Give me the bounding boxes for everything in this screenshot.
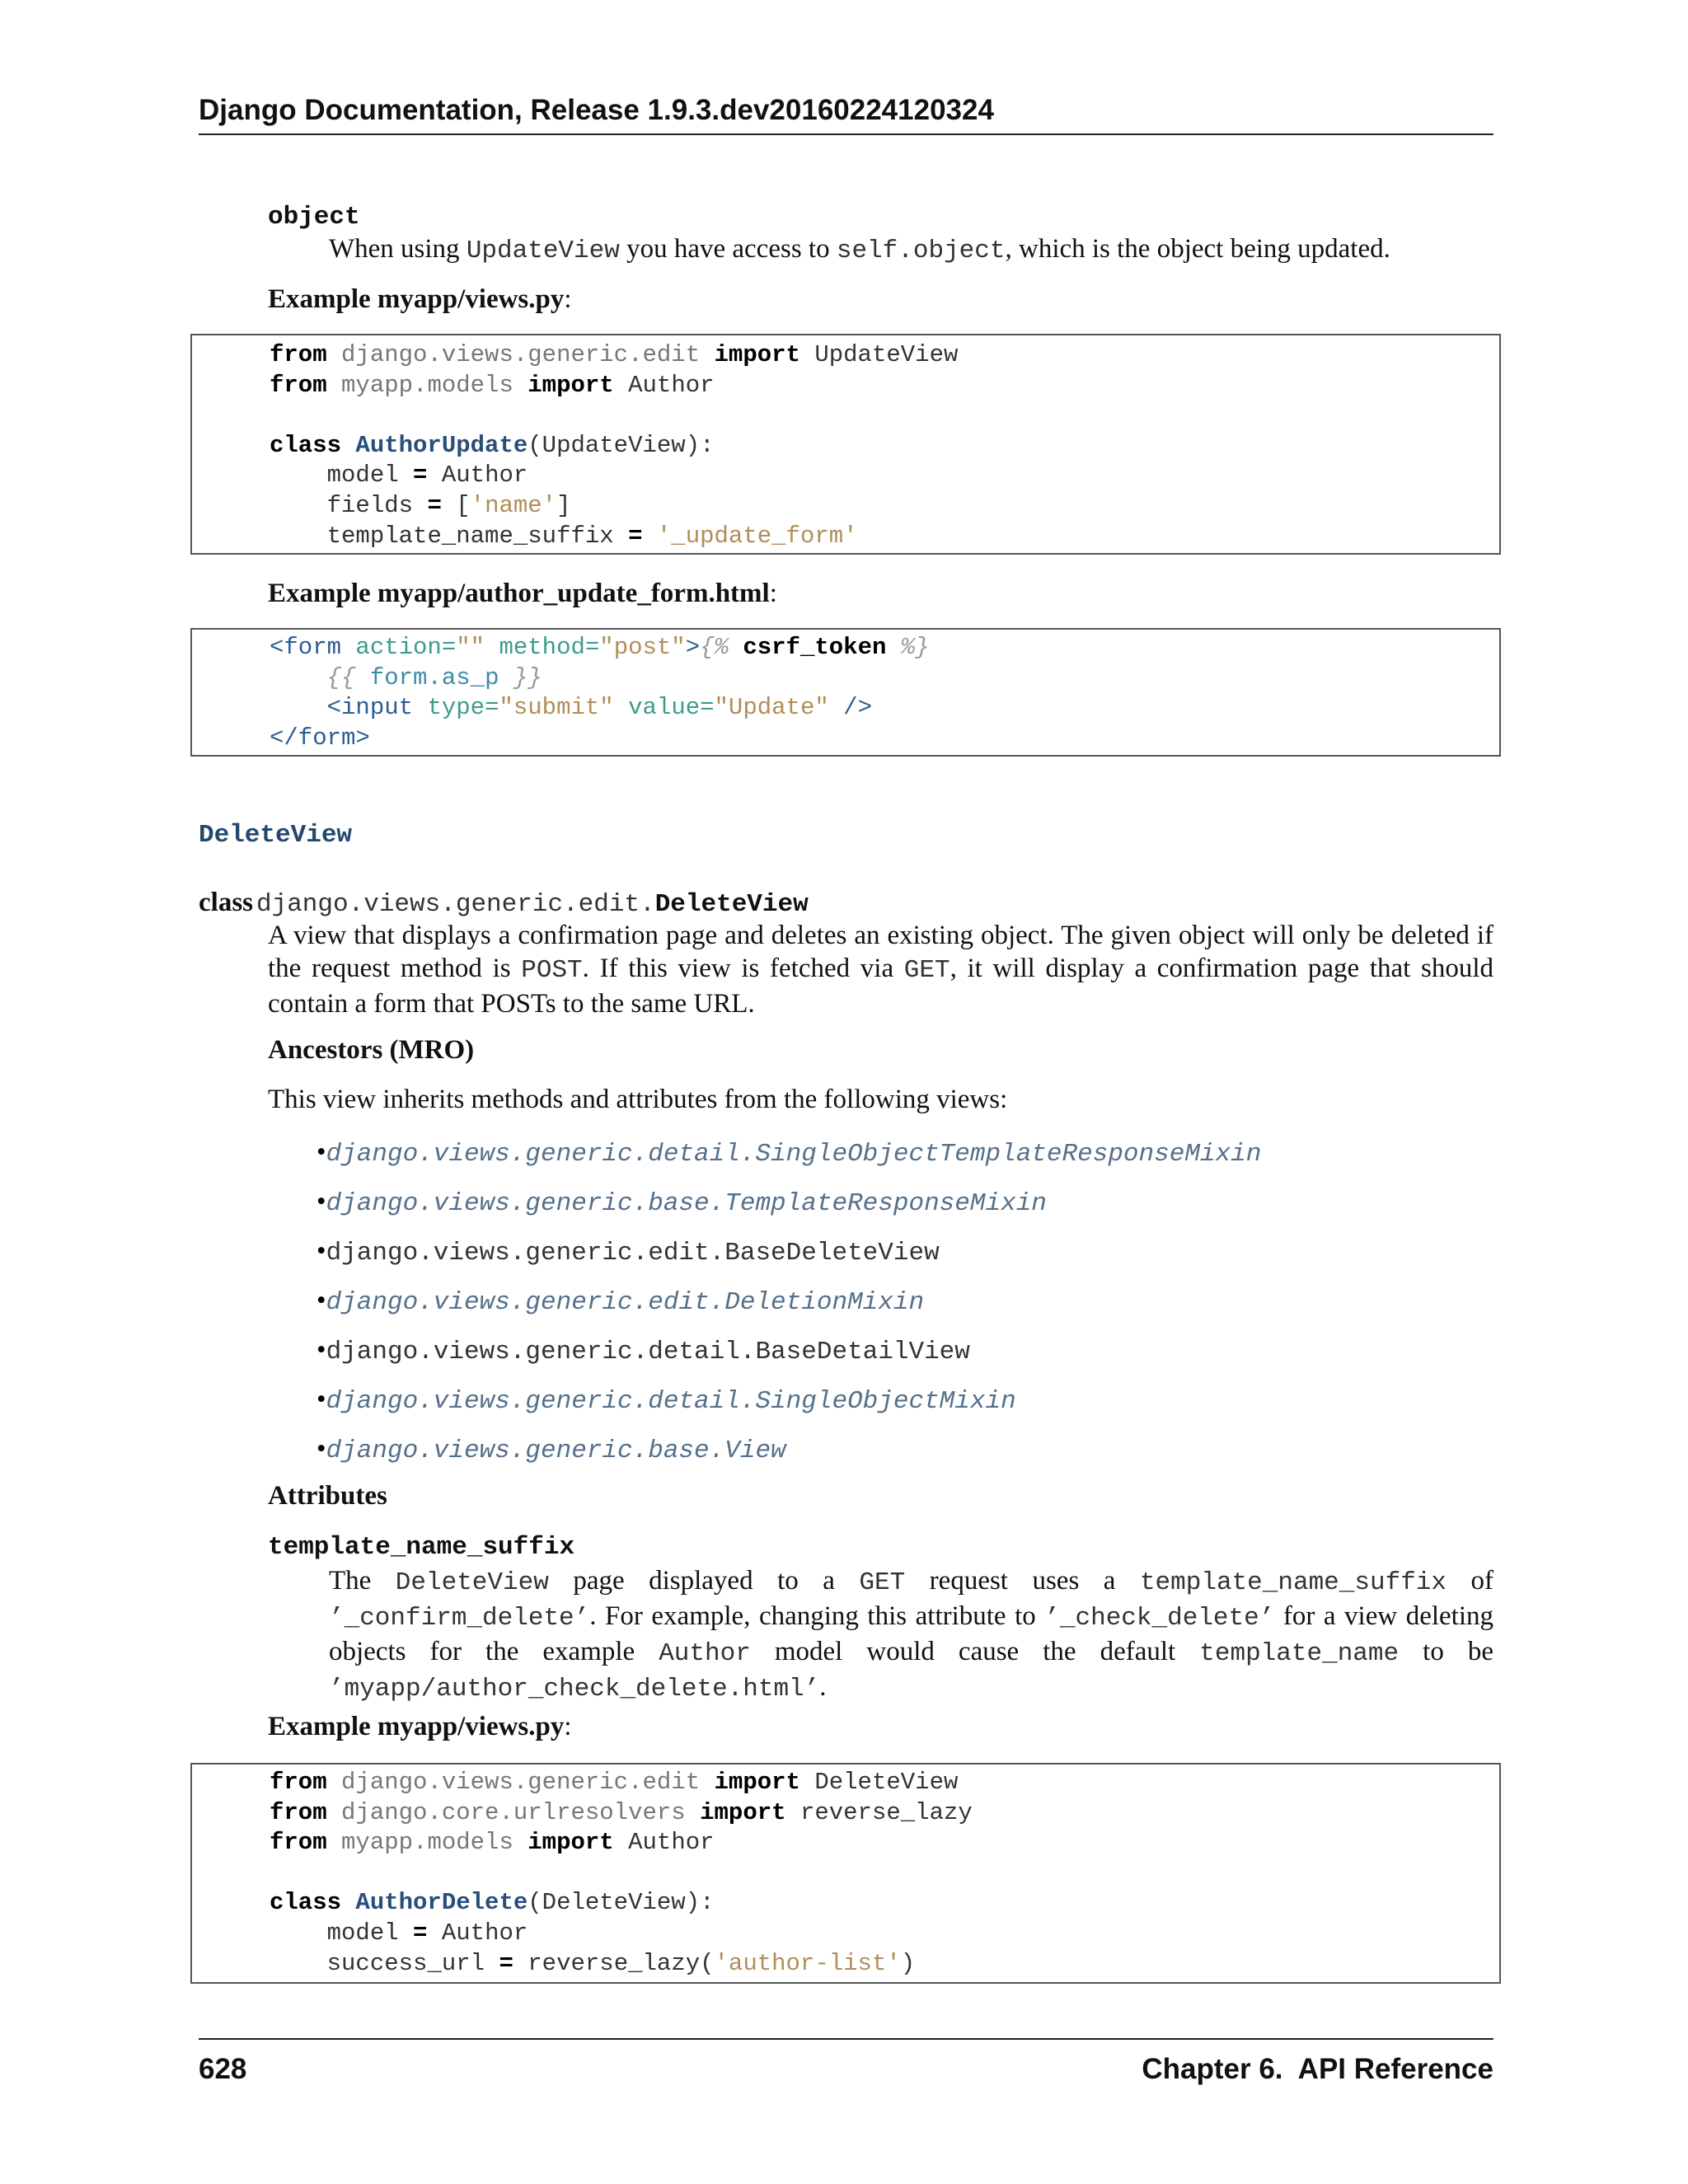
ancestor-item: [316, 1333, 1261, 1383]
desc-text: , it will display a confirmation page that should contain a form that POSTs to the same URL.: [268, 954, 1494, 1019]
bullet: •: [316, 1434, 326, 1464]
ancestor-link[interactable]: django.views.generic.detail.SingleObjectMixin: [326, 1387, 1016, 1416]
class-path: django.views.generic.edit.: [256, 890, 655, 919]
bullet: •: [316, 1335, 326, 1365]
example-label-colon: :: [564, 1712, 572, 1741]
code-listing: from django.views.generic.edit import UpdateView from myapp.models import Author class AuthorUpdate(UpdateView): model = Author fields = ['name'] template_name_suffix = '_update_form': [270, 341, 959, 550]
object-attr-name: object: [268, 203, 360, 232]
ancestor-link[interactable]: django.views.generic.base.View: [326, 1436, 786, 1465]
ancestors-list: [316, 1136, 1261, 1482]
desc-code: template_name_suffix: [1139, 1568, 1447, 1597]
deleteview-description: [268, 919, 1493, 1020]
code-block-update-view: [190, 334, 1501, 555]
desc-text: .: [819, 1672, 827, 1702]
ancestor-link[interactable]: django.views.generic.edit.DeletionMixin: [326, 1288, 925, 1317]
chapter-title: Chapter 6. API Reference: [1142, 2053, 1493, 2085]
example-label-colon: :: [769, 579, 777, 608]
code-block-delete-view: [190, 1763, 1501, 1984]
example-label-colon: :: [564, 284, 572, 314]
desc-code: DeleteView: [395, 1568, 549, 1597]
page-number: 628: [199, 2053, 247, 2085]
desc-code: GET: [859, 1568, 906, 1597]
header-title: Django Documentation, Release 1.9.3.dev20160224120324: [199, 94, 994, 126]
desc-text: of: [1447, 1566, 1493, 1596]
example-views-label-2: [268, 1712, 572, 1742]
desc-text: for a view deleting objects for the example: [329, 1601, 1493, 1666]
desc-code: GET: [903, 956, 950, 985]
example-label-text: Example myapp/author_update_form.html: [268, 579, 770, 608]
example-template-label: [268, 579, 777, 609]
object-desc-code: UpdateView: [466, 237, 620, 265]
example-label-text: Example myapp/views.py: [268, 1712, 565, 1741]
ancestor-link[interactable]: django.views.generic.detail.SingleObjectTemplateResponseMixin: [326, 1140, 1262, 1169]
ancestor-item[interactable]: [316, 1136, 1261, 1185]
section-heading-deleteview[interactable]: DeleteView: [199, 821, 353, 850]
class-signature: [199, 888, 809, 919]
ancestor-text: django.views.generic.edit.BaseDeleteView: [326, 1239, 940, 1268]
attr-description: [329, 1564, 1493, 1706]
code-listing: <form action="" method="post">{% csrf_token %} {{ form.as_p }} <input type="submit" value="Update" /> </form>: [270, 634, 930, 752]
object-desc-text: , which is the object being updated.: [1005, 234, 1390, 264]
ancestor-item[interactable]: [316, 1185, 1261, 1235]
desc-code: Author: [659, 1639, 751, 1668]
ancestors-intro: This view inherits methods and attributes from the following views:: [268, 1085, 1008, 1114]
ancestor-item: [316, 1235, 1261, 1284]
desc-text: The: [329, 1566, 396, 1596]
code-listing: from django.views.generic.edit import DeleteView from django.core.urlresolvers import reverse_lazy from myapp.models import Author class AuthorDelete(DeleteView): model = Author success_url = reverse_lazy('author-list'): [270, 1769, 973, 1977]
desc-text: . For example, changing this attribute to: [589, 1601, 1045, 1631]
page-header: [199, 92, 1493, 135]
desc-text: page displayed to a: [548, 1566, 860, 1596]
object-desc-code: self.object: [836, 237, 1006, 265]
attributes-title: Attributes: [268, 1481, 387, 1511]
ancestor-item[interactable]: [316, 1432, 1261, 1482]
code-block-template: [190, 628, 1501, 757]
class-keyword: class: [199, 888, 253, 917]
bullet: •: [316, 1187, 326, 1216]
desc-text: model would cause the default: [750, 1637, 1200, 1666]
ancestor-text: django.views.generic.detail.BaseDetailView: [326, 1338, 970, 1366]
desc-text: . If this view is fetched via: [582, 954, 904, 983]
example-label-text: Example myapp/views.py: [268, 284, 565, 314]
desc-code: POST: [521, 956, 583, 985]
desc-text: A view that displays a confirmation page and deletes an existing object. The given object will only be deleted if the request method is: [268, 921, 1493, 983]
attr-template-name-suffix: template_name_suffix: [268, 1533, 575, 1562]
ancestor-item[interactable]: [316, 1284, 1261, 1333]
desc-code: ’myapp/author_check_delete.html’: [329, 1675, 820, 1704]
bullet: •: [316, 1137, 326, 1167]
ancestors-title: Ancestors (MRO): [268, 1035, 475, 1065]
bullet: •: [316, 1236, 326, 1266]
desc-code: ’_check_delete’: [1044, 1604, 1275, 1633]
bullet: •: [316, 1286, 326, 1315]
desc-code: ’_confirm_delete’: [329, 1604, 590, 1633]
desc-text: to be: [1399, 1637, 1494, 1666]
object-attr-desc: [329, 234, 1390, 265]
example-views-label: [268, 284, 572, 315]
page-footer: [199, 2038, 1493, 2085]
class-name: DeleteView: [654, 890, 809, 919]
desc-code: template_name: [1199, 1639, 1400, 1668]
object-desc-text: When using: [329, 234, 467, 264]
bullet: •: [316, 1385, 326, 1414]
desc-text: request uses a: [905, 1566, 1140, 1596]
ancestor-item[interactable]: [316, 1383, 1261, 1432]
object-desc-text: you have access to: [619, 234, 837, 264]
ancestor-link[interactable]: django.views.generic.base.TemplateResponseMixin: [326, 1189, 1047, 1218]
